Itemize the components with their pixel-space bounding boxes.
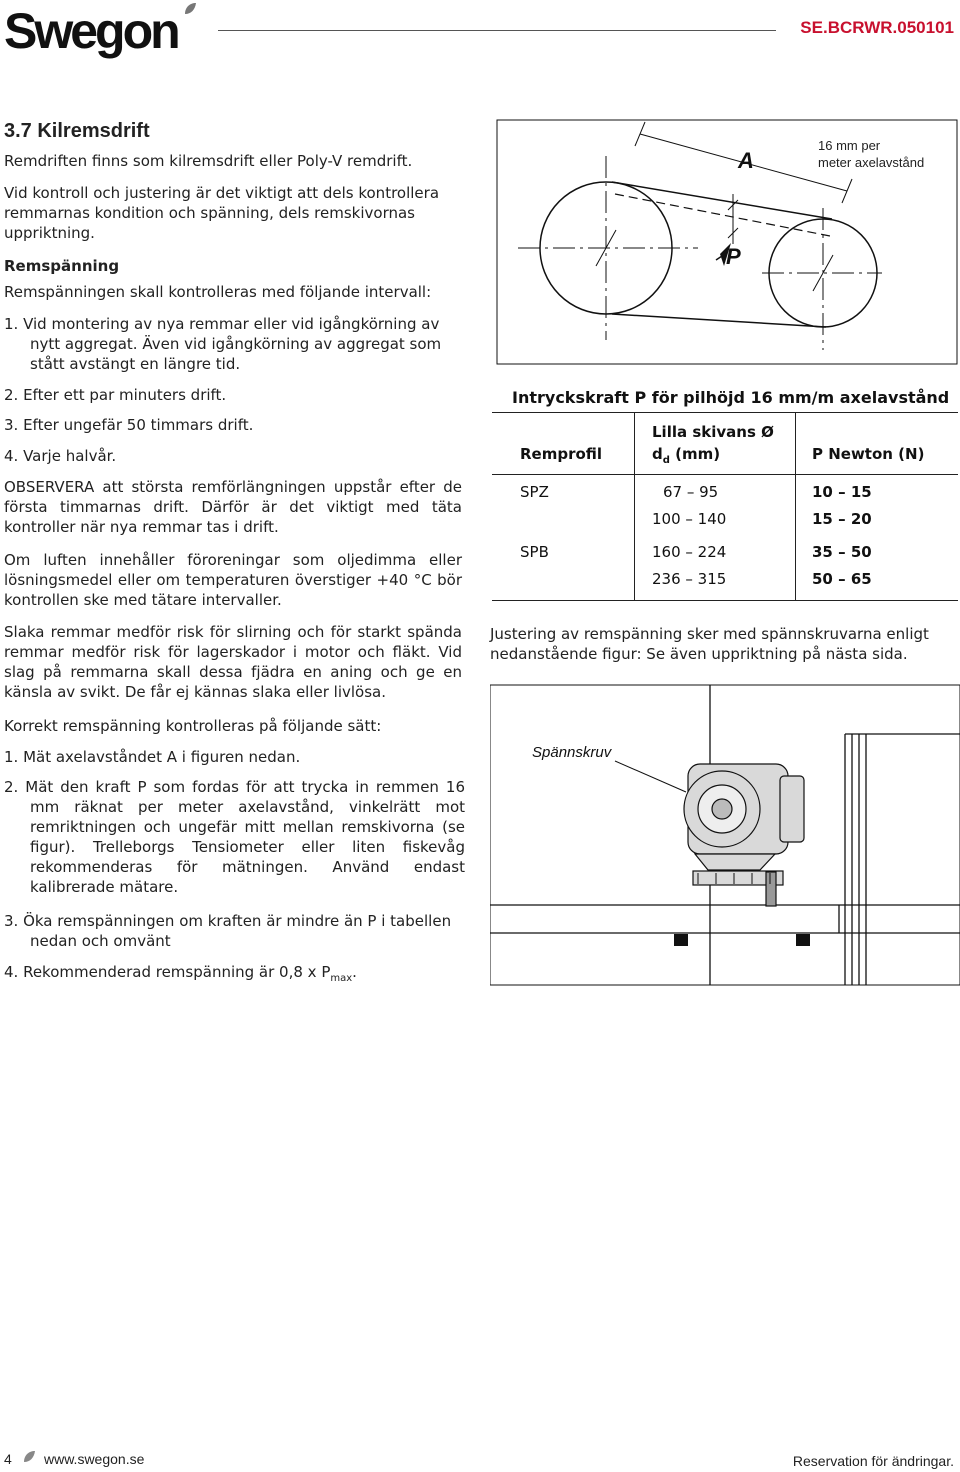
correct-intro: Korrekt remspänning kontrolleras på följande sätt: [4,717,382,735]
section-title: 3.7 Kilremsdrift [4,120,150,142]
table-cell-diameter: 100 – 140 [652,510,727,528]
step-4-text: 4. Rekommenderad remspänning är 0,8 x P [4,963,331,981]
interval-item-3: 3. Efter ungefär 50 timmars drift. [4,416,254,434]
table-cell-force: 35 – 50 [812,543,872,561]
belt-bottom [612,314,826,327]
step-2: 2. Mät den kraft P som fordas för att trycka in remmen 16 mm räknat per meter axelavstånd, vinkelrätt mot remriktningen och ungefär mitt mellan remskivorna (se figur). Trelleborgs Tensiometer eller liten fiskevåg rekommenderas för mätningen. Använd endast kalibrerade mätare. [4,778,465,896]
label-a: A [738,148,754,173]
col-header-diameter: Lilla skivans Ø [652,423,774,441]
table-cell-diameter: 67 – 95 [663,483,719,501]
interval-item-1: 1. Vid montering av nya remmar eller vid igångkörning av nytt aggregat. Även vid igångkörning av aggregat som stått avstängt en längre tid. [4,315,442,373]
check-text: Vid kontroll och justering är det viktigt att dels kontrollera remmarnas kondition och spänning, dels remskivornas uppriktning. [4,184,440,242]
table-divider-1 [634,412,635,600]
label-p: P [726,244,741,269]
swegon-logo: Swegon [4,3,178,59]
table-cell-profile: SPB [520,543,549,561]
logo-leaf-icon [183,2,197,16]
motor-tensioner-diagram [490,684,960,986]
table-top-rule [492,412,958,413]
table-divider-2 [795,412,796,600]
interval-intro: Remspänningen skall kontrolleras med följande intervall: [4,283,432,301]
step-4-end: . [352,963,357,981]
table-title: Intryckskraft P för pilhöjd 16 mm/m axelavstånd [512,388,950,407]
adjust-text: Justering av remspänning sker med spännskruvarna enligt nedanstående figur: Se även uppriktning på nästa sida. [490,625,929,663]
table-bottom-rule [492,600,958,601]
table-header-rule [492,474,958,475]
col-header-newton: P Newton (N) [812,445,925,463]
document-code: SE.BCRWR.050101 [800,18,954,37]
intro-text: Remdriften finns som kilremsdrift eller Poly-V remdrift. [4,152,413,170]
figure-caption [818,137,924,171]
table-cell-diameter: 236 – 315 [652,570,727,588]
diameter-symbol: d [652,445,663,463]
step-3: 3. Öka remspänningen om kraften är mindre än P i tabellen nedan och omvänt [4,912,452,950]
step-4 [4,962,357,989]
table-cell-profile: SPZ [520,483,549,501]
observe-note: OBSERVERA att största remförlängningen uppstår efter de första timmarnas drift. Därför är det viktigt med täta kontroller när nya remmar tas i drift. [4,478,462,536]
caption-line-2: meter axelavstånd [818,155,925,170]
page-number: 4 [4,1451,12,1467]
footer-url[interactable]: www.swegon.se [44,1451,145,1467]
table-cell-diameter: 160 – 224 [652,543,727,561]
diameter-unit: (mm) [669,445,721,463]
header-rule [218,30,776,31]
label-spannskruv: Spännskruv [532,744,612,761]
interval-item-2: 2. Efter ett par minuters drift. [4,386,227,404]
col-header-remprofil: Remprofil [520,445,603,463]
step-4-subscript: max [330,973,353,984]
step-1: 1. Mät axelavståndet A i figuren nedan. [4,748,301,766]
diameter-subscript: d [662,455,670,466]
air-note: Om luften innehåller föroreningar som oljedimma eller lösningsmedel eller om temperaturen överstiger +40 °C bör kontrollen ske med tätare intervaller. [4,551,462,609]
caption-line-1: 16 mm per [818,138,881,153]
footer-note: Reservation för ändringar. [792,1453,954,1469]
table-cell-force: 10 – 15 [812,483,872,501]
table-cell-force: 15 – 20 [812,510,872,528]
belt-top [612,182,832,219]
table-cell-force: 50 – 65 [812,570,872,588]
subheading-remspanning: Remspänning [4,257,120,275]
col-header-diameter-unit [652,445,720,466]
interval-item-4: 4. Varje halvår. [4,447,117,465]
slack-note: Slaka remmar medför risk för slirning och för starkt spända remmar medför risk för lagerskador i motor och fläkt. Vid slag på remmarna skall dessa fjädra en aning och ge en känsla av svikt. De får ej kännas slaka eller livlösa. [4,623,462,701]
footer-leaf-icon [22,1450,36,1464]
